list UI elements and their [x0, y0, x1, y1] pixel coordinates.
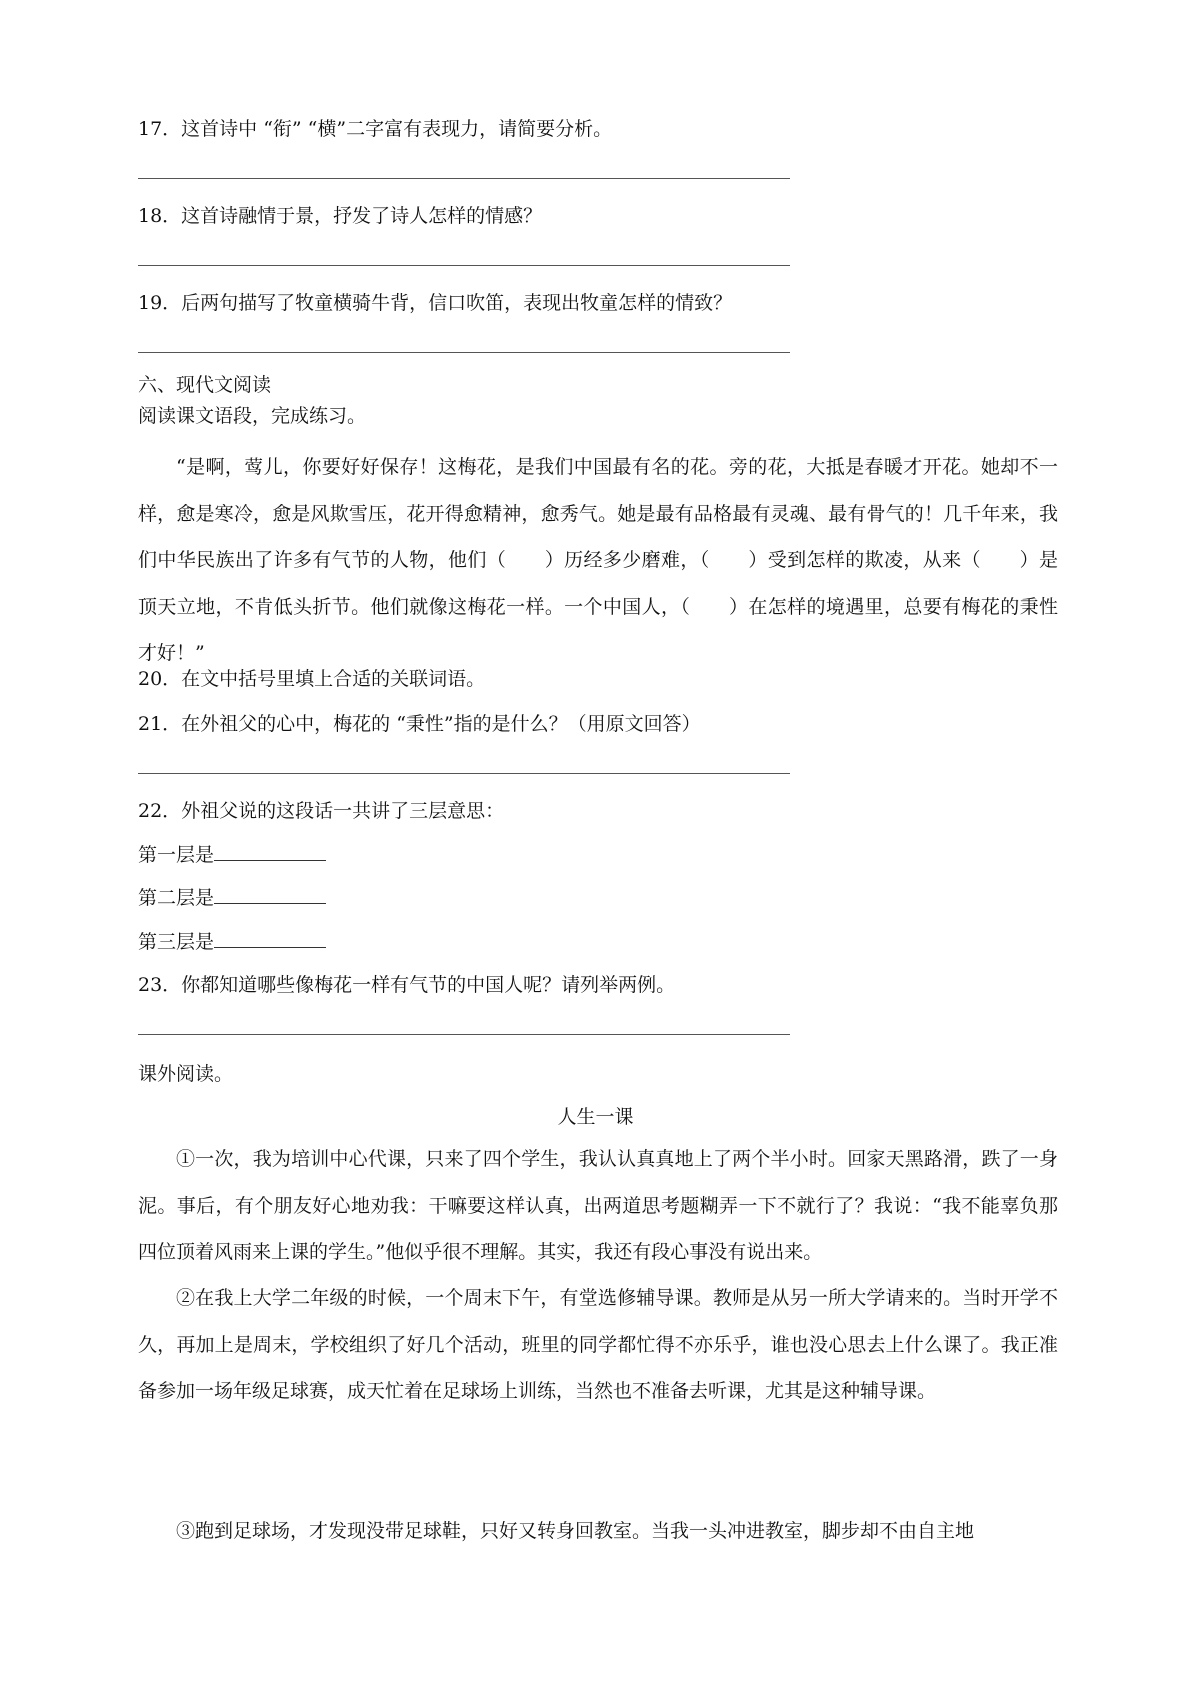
layer-3-label: 第三层是 — [138, 931, 215, 953]
question-21: 21．在外祖父的心中，梅花的 “秉性”指的是什么？（用原文回答） — [138, 713, 701, 735]
article-paragraph-1: ①一次，我为培训中心代课，只来了四个学生，我认认真真地上了两个半小时。回家天黑路滑，跌了一身泥。事后，有个朋友好心地劝我：干嘛要这样认真，出两道思考题糊弄一下不就行了？我说：“我不能辜负那四位顶着风雨来上课的学生。”他似乎很不理解。其实，我还有段心事没有说出来。 — [138, 1148, 1058, 1263]
layer-3-blank[interactable] — [214, 929, 326, 948]
layer-1-label: 第一层是 — [138, 844, 215, 866]
answer-line-23[interactable] — [138, 1034, 790, 1035]
question-23: 23．你都知道哪些像梅花一样有气节的中国人呢？请列举两例。 — [138, 974, 676, 996]
question-17: 17．这首诗中 “衔” “横”二字富有表现力，请简要分析。 — [138, 118, 613, 140]
answer-line-19[interactable] — [138, 352, 790, 353]
answer-line-18[interactable] — [138, 265, 790, 266]
section-heading-modern-reading: 六、现代文阅读 — [138, 374, 272, 396]
answer-line-21[interactable] — [138, 773, 790, 774]
article-title: 人生一课 — [557, 1106, 634, 1128]
passage-plum-blossom: “是啊，莺儿，你要好好保存！这梅花，是我们中国最有名的花。旁的花，大抵是春暖才开花。她却不一样，愈是寒冷，愈是风欺雪压，花开得愈精神，愈秀气。她是最有品格最有灵魂、最有骨气的！几千年来，我们中华民族出了许多有气节的人物，他们（ ）历经多少磨难，（ ）受到怎样的欺凌，从来（ ）是顶天立地，不肯低头折节。他们就像这梅花一样。一个中国人，（ ）在怎样的境遇里，总要有梅花的秉性才好！” — [138, 456, 1058, 664]
question-22-layer-1 — [138, 842, 326, 868]
question-22-layer-2 — [138, 885, 326, 911]
question-22-layer-3 — [138, 929, 326, 955]
layer-2-label: 第二层是 — [138, 887, 215, 909]
question-22: 22．外祖父说的这段话一共讲了三层意思： — [138, 800, 505, 822]
layer-2-blank[interactable] — [214, 885, 326, 904]
question-18: 18．这首诗融情于景，抒发了诗人怎样的情感？ — [138, 205, 543, 227]
article-paragraph-3: ③跑到足球场，才发现没带足球鞋，只好又转身回教室。当我一头冲进教室，脚步却不由自主地 — [176, 1520, 975, 1542]
section-instruction: 阅读课文语段，完成练习。 — [138, 405, 367, 427]
article-paragraph-2: ②在我上大学二年级的时候，一个周末下午，有堂选修辅导课。教师是从另一所大学请来的。当时开学不久，再加上是周末，学校组织了好几个活动，班里的同学都忙得不亦乐乎，谁也没心思去上什么课了。我正准备参加一场年级足球赛，成天忙着在足球场上训练，当然也不准备去听课，尤其是这种辅导课。 — [138, 1287, 1058, 1402]
answer-line-17[interactable] — [138, 178, 790, 179]
layer-1-blank[interactable] — [214, 842, 326, 861]
question-19: 19．后两句描写了牧童横骑牛背，信口吹笛，表现出牧童怎样的情致？ — [138, 292, 733, 314]
extracurricular-heading: 课外阅读。 — [138, 1063, 234, 1085]
question-20: 20．在文中括号里填上合适的关联词语。 — [138, 668, 486, 690]
